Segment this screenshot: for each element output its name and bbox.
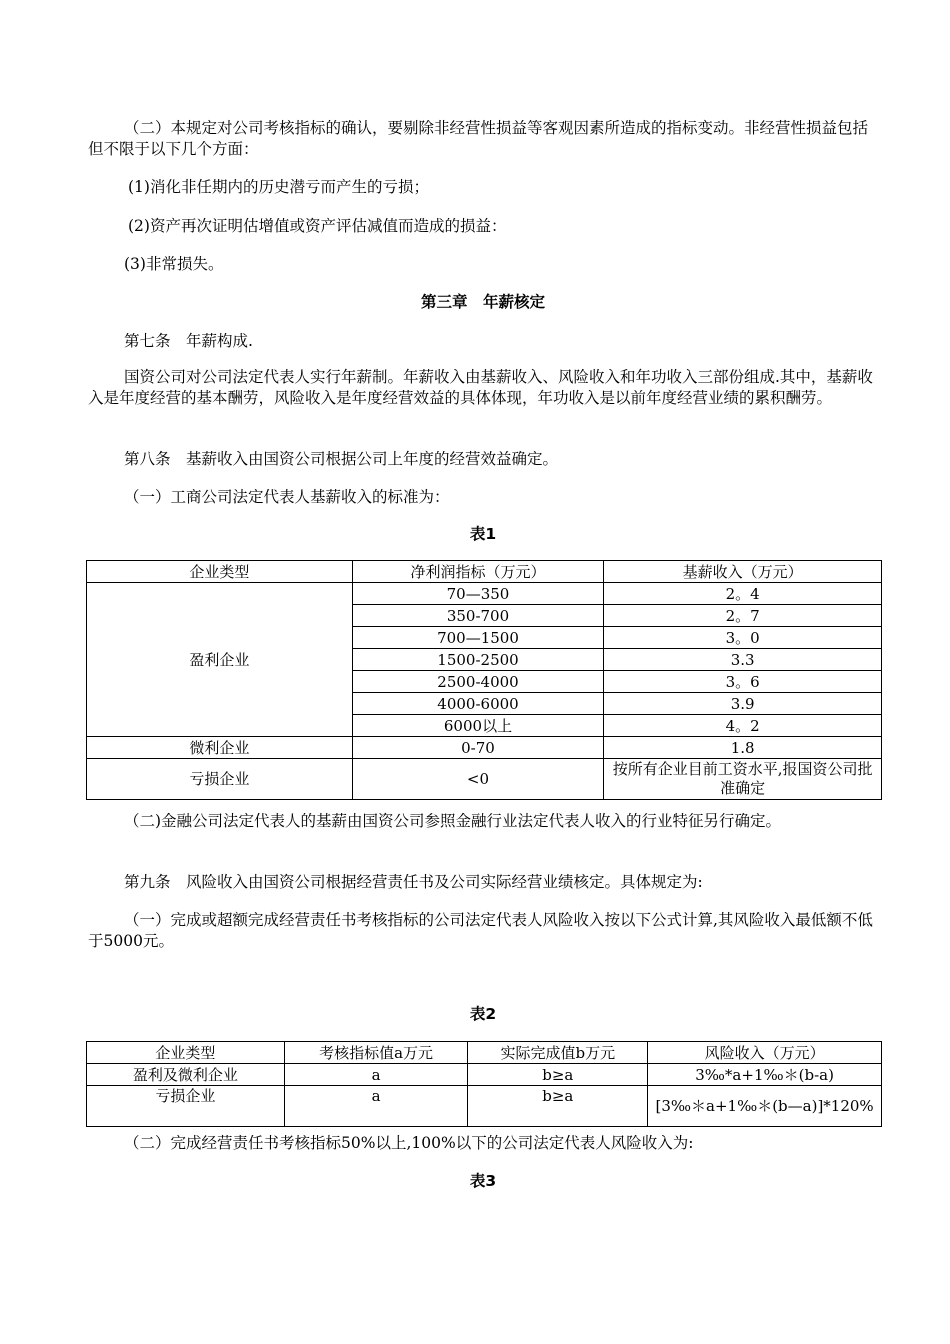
table-cell: a [284,1064,468,1086]
table-2 [86,1041,882,1127]
table-cell: 3。6 [604,671,882,693]
paragraph-item-3: (3)非常损失。 [124,255,224,273]
table-header-cell: 企业类型 [87,1042,285,1064]
table-header-cell: 基薪收入（万元） [604,561,882,583]
table-row [87,737,882,759]
article-9-heading: 第九条 风险收入由国资公司根据经营责任书及公司实际经营业绩核定。具体规定为: [124,873,703,891]
table-header-cell: 实际完成值b万元 [468,1042,648,1064]
table-group-cell: 盈利企业 [87,583,353,737]
table-cell: b≥a [468,1064,648,1086]
paragraph-item-1: (1)消化非任期内的历史潜亏而产生的亏损； [128,178,429,196]
table-1-caption: 表1 [469,525,497,543]
table-cell: 4。2 [604,715,882,737]
table-cell: 3。0 [604,627,882,649]
table-row [87,1064,882,1086]
article-8-heading: 第八条 基薪收入由国资公司根据公司上年度的经营效益确定。 [124,450,559,468]
table-cell: 6000以上 [352,715,604,737]
paragraph-financial-company: （二)金融公司法定代表人的基薪由国资公司参照金融行业法定代表人收入的行业特征另行确定。 [124,812,782,830]
table-cell: 1500-2500 [352,649,604,671]
table-3-caption: 表3 [469,1172,497,1190]
table-cell: 3‰*a+1‰＊(b-a) [648,1064,882,1086]
table-cell: 1.8 [604,737,882,759]
table-cell: 0-70 [352,737,604,759]
table-cell: 700—1500 [352,627,604,649]
table-header-cell: 净利润指标（万元） [352,561,604,583]
table-cell: 按所有企业目前工资水平,报国资公司批准确定 [604,759,882,800]
table-cell: 亏损企业 [87,759,353,800]
paragraph-partial-completion: （二）完成经营责任书考核指标50%以上,100%以下的公司法定代表人风险收入为: [124,1134,694,1152]
table-header-cell: 考核指标值a万元 [284,1042,468,1064]
table-1 [86,560,882,800]
table-row [87,759,882,800]
table-row [87,1086,882,1127]
table-cell: 3.9 [604,693,882,715]
table-cell: 4000-6000 [352,693,604,715]
table-header-row [87,1042,882,1064]
table-cell: 亏损企业 [87,1086,285,1127]
table-cell: [3‰＊a+1‰＊(b—a)]*120% [648,1086,882,1127]
table-cell: 2。7 [604,605,882,627]
table-cell: 2500-4000 [352,671,604,693]
article-8-item-1: （一）工商公司法定代表人基薪收入的标准为： [124,488,450,506]
table-cell: <0 [352,759,604,800]
table-cell: 2。4 [604,583,882,605]
paragraph-item-2: (2)资产再次证明估增值或资产评估减值而造成的损益： [128,217,507,235]
table-header-row [87,561,882,583]
table-cell: 350-700 [352,605,604,627]
table-header-cell: 企业类型 [87,561,353,583]
article-7-heading: 第七条 年薪构成. [124,332,253,350]
paragraph-exclusion-rule: （二）本规定对公司考核指标的确认，要剔除非经营性损益等客观因素所造成的指标变动。非经营性损益包括但不限于以下几个方面： [88,119,869,158]
table-cell: 盈利及微利企业 [87,1064,285,1086]
table-row [87,583,882,605]
chapter-heading: 第三章 年薪核定 [420,293,545,311]
table-cell: 70—350 [352,583,604,605]
article-7-body: 国资公司对公司法定代表人实行年薪制。年薪收入由基薪收入、风险收入和年功收入三部份组成.其中，基薪收入是年度经营的基本酬劳，风险收入是年度经营效益的具体体现，年功收入是以前年度经营业绩的累积酬劳。 [88,368,873,407]
article-9-item-1: （一）完成或超额完成经营责任书考核指标的公司法定代表人风险收入按以下公式计算,其风险收入最低额不低于5000元。 [88,911,873,950]
table-cell: 3.3 [604,649,882,671]
table-cell: b≥a [468,1086,648,1127]
table-2-caption: 表2 [469,1005,497,1023]
table-cell: 微利企业 [87,737,353,759]
table-cell: a [284,1086,468,1127]
table-header-cell: 风险收入（万元） [648,1042,882,1064]
